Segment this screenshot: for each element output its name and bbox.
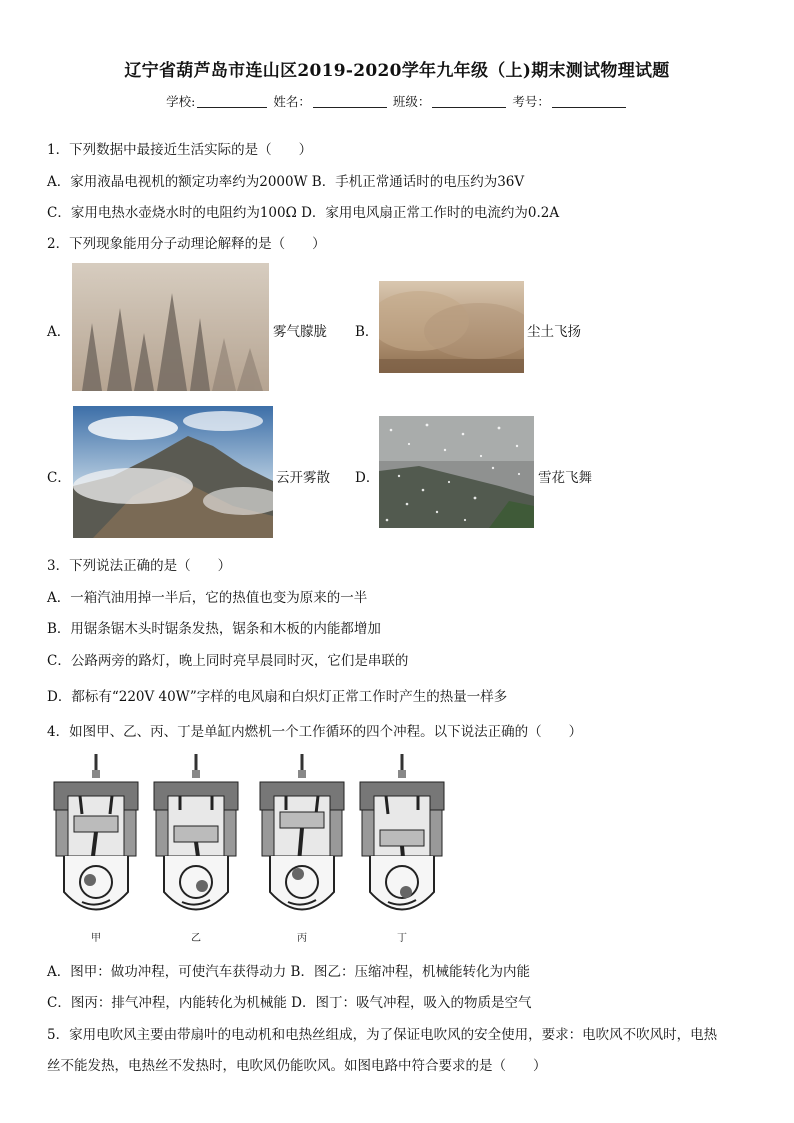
school-label: 学校: — [166, 94, 196, 109]
q5-line-2: 丝不能发热，电热丝不发热时，电吹风仍能吹风。如图电路中符合要求的是（ ） — [47, 1058, 547, 1074]
name-field[interactable] — [313, 95, 387, 108]
class-field[interactable] — [432, 95, 506, 108]
engine-diagram-jia — [52, 752, 140, 922]
q1-options-ab: A．家用液晶电视机的额定功率约为2000W B．手机正常通话时的电压约为36V — [47, 174, 525, 190]
mountain-clouds-image — [73, 406, 273, 538]
q3-option-a: A．一箱汽油用掉一半后，它的热值也变为原来的一半 — [47, 590, 368, 606]
q2-option-a-label: A． — [47, 324, 71, 340]
exam-no-label: 考号： — [512, 94, 550, 109]
q4-stem: 4．如图甲、乙、丙、丁是单缸内燃机一个工作循环的四个冲程。以下说法正确的（ ） — [47, 724, 583, 740]
q2-option-c-label: C． — [47, 470, 71, 486]
dust-storm-image — [379, 281, 524, 373]
q2-option-b-caption: 尘土飞扬 — [527, 324, 581, 340]
q2-option-d-label: D． — [355, 470, 380, 486]
q3-option-c: C．公路两旁的路灯，晚上同时亮早晨同时灭，它们是串联的 — [47, 653, 409, 669]
foggy-forest-image — [72, 263, 269, 391]
q2-option-c-caption: 云开雾散 — [276, 470, 330, 486]
q3-option-b: B．用锯条锯木头时锯条发热，锯条和木板的内能都增加 — [47, 621, 381, 637]
class-label: 班级： — [392, 94, 431, 109]
q4-options-ab: A．图甲：做功冲程，可使汽车获得动力 B．图乙：压缩冲程，机械能转化为内能 — [47, 964, 530, 980]
exam-no-field[interactable] — [552, 95, 626, 108]
snowfall-image — [379, 416, 534, 528]
engine-label-ding: 丁 — [397, 933, 407, 944]
q3-stem: 3．下列说法正确的是（ ） — [47, 558, 232, 574]
engine-diagram-yi — [152, 752, 240, 922]
student-info-line — [0, 92, 794, 110]
q3-option-d: D．都标有“220V 40W”字样的电风扇和白炽灯正常工作时产生的热量一样多 — [47, 689, 508, 705]
q2-option-a-caption: 雾气朦胧 — [273, 324, 327, 340]
q4-options-cd: C．图丙：排气冲程，内能转化为机械能 D．图丁：吸气冲程，吸入的物质是空气 — [47, 995, 532, 1011]
school-field[interactable] — [197, 95, 267, 108]
q1-options-cd: C．家用电热水壶烧水时的电阻约为100Ω D．家用电风扇正常工作时的电流约为0.2A — [47, 205, 560, 221]
q5-line-1: 5．家用电吹风主要由带扇叶的电动机和电热丝组成，为了保证电吹风的安全使用，要求：电吹风不吹风时，电热 — [47, 1027, 718, 1043]
q2-option-b-label: B． — [355, 324, 379, 340]
engine-diagram-ding — [358, 752, 446, 922]
engine-label-bing: 丙 — [297, 933, 307, 944]
q1-stem: 1．下列数据中最接近生活实际的是（ ） — [47, 142, 313, 158]
name-label: 姓名： — [273, 94, 311, 109]
engine-label-yi: 乙 — [191, 933, 201, 944]
q2-option-d-caption: 雪花飞舞 — [538, 470, 592, 486]
engine-label-jia: 甲 — [91, 933, 101, 944]
page-title: 辽宁省葫芦岛市连山区2019-2020学年九年级（上)期末测试物理试题 — [124, 61, 670, 81]
q2-stem: 2．下列现象能用分子动理论解释的是（ ） — [47, 236, 326, 252]
engine-diagram-bing — [258, 752, 346, 922]
